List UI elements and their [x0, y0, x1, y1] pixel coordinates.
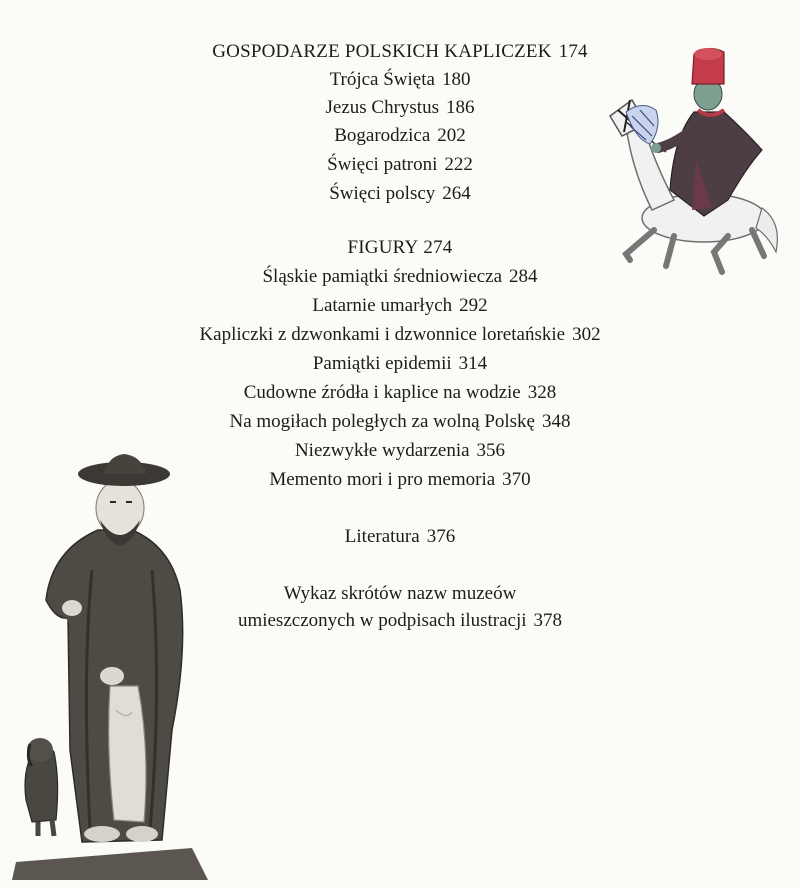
- item-title: Na mogiłach poległych za wolną Polskę: [229, 411, 535, 432]
- heading-title: FIGURY: [347, 237, 419, 258]
- item-title: Literatura: [344, 526, 420, 547]
- item-title: Święci patroni: [327, 154, 438, 175]
- page-number: 180: [441, 69, 471, 90]
- saint-roch-with-dog-statue-icon: [12, 450, 212, 880]
- page-number: 186: [445, 97, 475, 118]
- toc-item[interactable]: [0, 294, 800, 318]
- heading-title: GOSPODARZE POLSKICH KAPLICZEK: [212, 41, 552, 62]
- item-title: Memento mori i pro memoria: [269, 469, 496, 490]
- toc-item[interactable]: [0, 352, 800, 376]
- item-title: Latarnie umarłych: [312, 295, 453, 316]
- page-number: 370: [502, 469, 531, 490]
- page-number: 378: [533, 610, 563, 631]
- page-number: 284: [509, 266, 538, 287]
- page-number: 348: [542, 411, 571, 432]
- toc-item[interactable]: [0, 410, 800, 434]
- item-title: Bogarodzica: [334, 125, 431, 146]
- item-title: Jezus Chrystus: [325, 97, 439, 118]
- item-title: Święci polscy: [329, 183, 436, 204]
- item-title: Pamiątki epidemii: [312, 353, 452, 374]
- page-number: 356: [476, 440, 506, 461]
- toc-item[interactable]: [0, 323, 800, 347]
- page-number: 222: [444, 154, 473, 175]
- item-title: Wykaz skrótów nazw muzeów: [283, 583, 517, 604]
- item-title: Cudowne źródła i kaplice na wodzie: [243, 382, 521, 403]
- page-number: 174: [558, 41, 588, 62]
- page-number: 292: [459, 295, 488, 316]
- item-title: Trójca Święta: [329, 69, 435, 90]
- page-number: 302: [572, 324, 601, 345]
- item-title: Niezwykłe wydarzenia: [294, 440, 470, 461]
- page-number: 376: [426, 526, 456, 547]
- page-number: 202: [437, 125, 466, 146]
- page-number: 314: [458, 353, 488, 374]
- saint-on-horse-icon: [596, 40, 796, 280]
- item-title: Śląskie pamiątki średniowiecza: [262, 266, 503, 287]
- toc-item[interactable]: [0, 381, 800, 405]
- page-number: 264: [442, 183, 471, 204]
- page-number: 274: [423, 237, 453, 258]
- item-title: umieszczonych w podpisach ilustracji: [237, 610, 527, 631]
- page-number: 328: [527, 382, 557, 403]
- item-title: Kapliczki z dzwonkami i dzwonnice loretańskie: [199, 324, 566, 345]
